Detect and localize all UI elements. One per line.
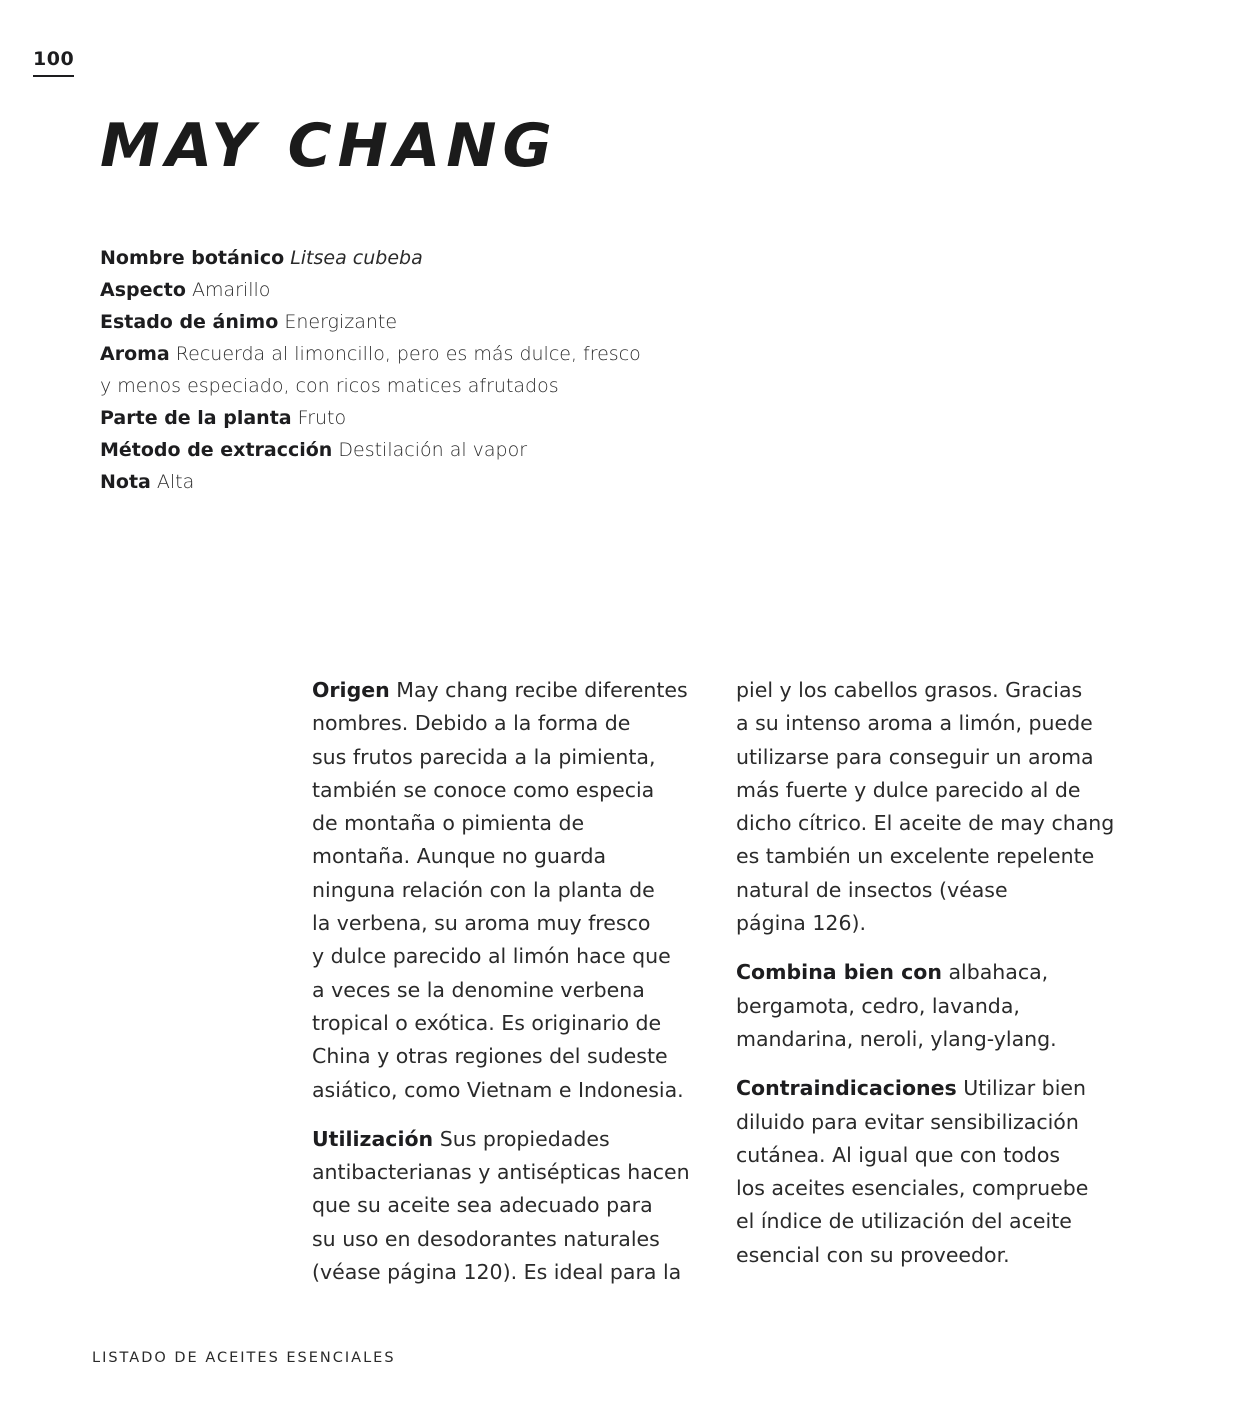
usage-line: natural de insectos (véase (736, 877, 1008, 902)
fact-label: Parte de la planta (100, 407, 292, 429)
blends-paragraph (736, 956, 1136, 1056)
usage-line: que su aceite sea adecuado para (312, 1193, 653, 1218)
fact-value: Amarillo (191, 279, 271, 301)
fact-note (100, 466, 700, 498)
origin-line: tropical o exótica. Es originario de (312, 1010, 662, 1035)
origin-line: May chang recibe diferentes (396, 678, 688, 702)
usage-line: es también un excelente repelente (736, 844, 1095, 869)
fact-botanical (100, 242, 700, 274)
contraindications-label: Contraindicaciones (736, 1076, 957, 1101)
running-footer: LISTADO DE ACEITES ESENCIALES (92, 1350, 396, 1366)
body-column-right (736, 674, 1136, 1288)
contraindications-line: diluido para evitar sensibilización (736, 1109, 1079, 1134)
page-title: MAY CHANG (100, 111, 558, 181)
fact-mood (100, 306, 700, 338)
origin-paragraph (312, 674, 712, 1107)
fact-label: Aroma (100, 343, 170, 365)
usage-line: piel y los cabellos grasos. Gracias (736, 678, 1083, 702)
fact-aroma (100, 338, 700, 402)
page-number: 100 (33, 47, 74, 77)
fact-label: Nombre botánico (100, 247, 285, 269)
blends-line: albahaca, (948, 960, 1049, 985)
origin-line: ninguna relación con la planta de (312, 877, 655, 902)
usage-line: dicho cítrico. El aceite de may chang (736, 811, 1115, 836)
usage-line: página 126). (736, 911, 866, 936)
origin-line: la verbena, su aroma muy fresco (312, 911, 651, 936)
usage-line: su uso en desodorantes naturales (312, 1226, 660, 1251)
fact-label: Estado de ánimo (100, 311, 279, 333)
usage-line: más fuerte y dulce parecido al de (736, 777, 1081, 802)
fact-value: Litsea cubeba (290, 247, 423, 269)
origin-line: y dulce parecido al limón hace que (312, 944, 671, 969)
origin-label: Origen (312, 678, 390, 702)
fact-label: Nota (100, 471, 151, 493)
origin-line: sus frutos parecida a la pimienta, (312, 744, 656, 769)
fact-value: Recuerda al limoncillo, pero es más dulce, fresco (175, 343, 641, 365)
body-column-left (312, 674, 712, 1305)
contraindications-line: el índice de utilización del aceite (736, 1209, 1072, 1234)
origin-line: a veces se la denomine verbena (312, 977, 645, 1002)
origin-line: de montaña o pimienta de (312, 811, 585, 836)
origin-line: asiático, como Vietnam e Indonesia. (312, 1077, 684, 1102)
usage-line: a su intenso aroma a limón, puede (736, 711, 1093, 736)
usage-label: Utilización (312, 1126, 434, 1151)
blends-line: mandarina, neroli, ylang-ylang. (736, 1026, 1057, 1051)
blends-label: Combina bien con (736, 960, 942, 985)
origin-line: China y otras regiones del sudeste (312, 1044, 668, 1069)
origin-line: nombres. Debido a la forma de (312, 711, 631, 736)
usage-line: utilizarse para conseguir un aroma (736, 744, 1094, 769)
fact-value: Destilación al vapor (338, 439, 528, 461)
fact-label: Aspecto (100, 279, 186, 301)
contraindications-paragraph (736, 1072, 1136, 1272)
contraindications-line: esencial con su proveedor. (736, 1242, 1010, 1267)
contraindications-line: Utilizar bien (963, 1076, 1086, 1101)
facts-list (100, 242, 700, 498)
fact-extraction (100, 434, 700, 466)
fact-label: Método de extracción (100, 439, 333, 461)
contraindications-line: cutánea. Al igual que con todos (736, 1142, 1061, 1167)
blends-line: bergamota, cedro, lavanda, (736, 993, 1020, 1018)
usage-paragraph-continued (736, 674, 1136, 940)
contraindications-line: los aceites esenciales, compruebe (736, 1176, 1089, 1201)
usage-paragraph (312, 1123, 712, 1289)
fact-value: Energizante (284, 311, 398, 333)
fact-value: Alta (156, 471, 195, 493)
usage-line: Sus propiedades (439, 1126, 610, 1151)
origin-line: también se conoce como especia (312, 777, 655, 802)
fact-appearance (100, 274, 700, 306)
origin-line: montaña. Aunque no guarda (312, 844, 607, 869)
usage-line: antibacterianas y antisépticas hacen (312, 1160, 690, 1185)
fact-value-continued: y menos especiado, con ricos matices afrutados (100, 375, 559, 397)
fact-plant-part (100, 402, 700, 434)
usage-line: (véase página 120). Es ideal para la (312, 1260, 682, 1285)
fact-value: Fruto (297, 407, 347, 429)
